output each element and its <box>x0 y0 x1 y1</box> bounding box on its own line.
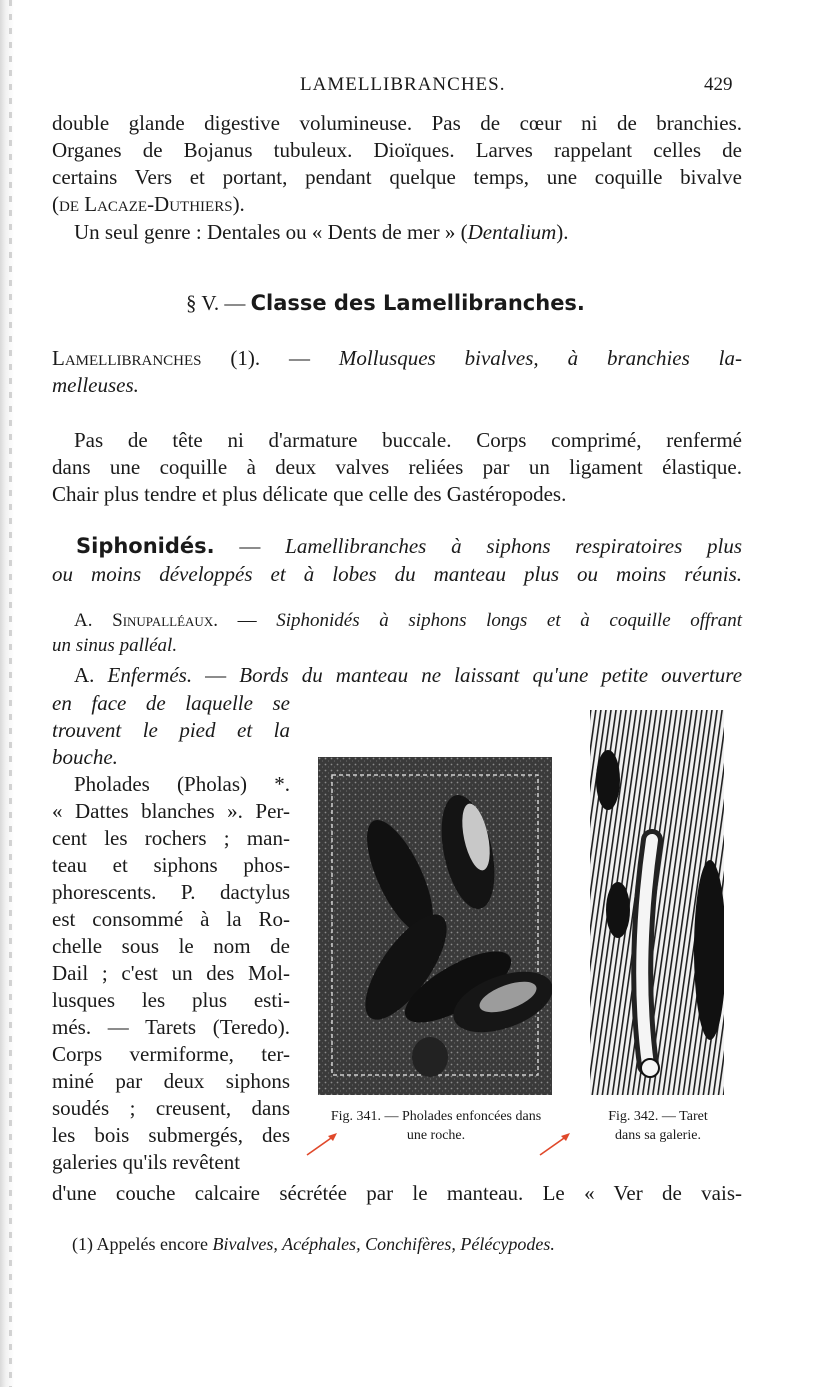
text-line: galeries qu'ils revêtent <box>52 1150 241 1174</box>
text-line: ou moins développés et à lobes du manteau plus ou moins réunis. <box>52 562 742 586</box>
text-line: un sinus palléal. <box>52 635 178 656</box>
section-heading: § V. — Classe des Lamellibranches. <box>186 291 585 315</box>
text-line: lusques les plus esti- <box>52 988 290 1012</box>
annotation-arrow-icon <box>537 1130 573 1158</box>
pholades-engraving <box>318 757 552 1095</box>
text-line: double glande digestive volumineuse. Pas de cœur ni de branchies. <box>52 111 742 135</box>
text-line: « Dattes blanches ». Per- <box>52 799 290 823</box>
spine-binding <box>9 0 12 1387</box>
running-title: LAMELLIBRANCHES. <box>300 74 506 95</box>
text-line: soudés ; creusent, dans <box>52 1096 290 1120</box>
definition-line: Lamellibranches (1). — Mollusques bivalves, à branchies la- <box>52 346 742 370</box>
text-line: d'une couche calcaire sécrétée par le manteau. Le « Ver de vais- <box>52 1181 742 1205</box>
text-line: certains Vers et portant, pendant quelque temps, une coquille bivalve <box>52 165 742 189</box>
text-line: Pas de tête ni d'armature buccale. Corps comprimé, renfermé <box>74 428 742 452</box>
text-line: bouche. <box>52 745 118 769</box>
annotation-arrow-icon <box>304 1130 340 1158</box>
text-line: chelle sous le nom de <box>52 934 290 958</box>
text-line: Pholades (Pholas) *. <box>74 772 290 796</box>
term: Sinupalléaux. <box>112 610 218 631</box>
figure-341-caption-line2: une roche. <box>406 1128 466 1143</box>
term: Lamellibranches <box>52 346 202 370</box>
enfermes-line: A. Enfermés. — Bords du manteau ne laissant qu'une petite ouverture <box>74 663 743 687</box>
text-line: Un seul genre : Dentales ou « Dents de mer » (Dentalium). <box>74 220 569 244</box>
footnote: (1) Appelés encore Bivalves, Acéphales, Conchifères, Pélécypodes. <box>72 1234 555 1254</box>
text-line: Chair plus tendre et plus délicate que celle des Gastéropodes. <box>52 482 567 506</box>
text-line: phorescents. P. dactylus <box>52 880 290 904</box>
figure-341-caption-line1: Fig. 341. — Pholades enfoncées dans <box>330 1109 542 1124</box>
text-line: Corps vermiforme, ter- <box>52 1042 290 1066</box>
text-line: miné par deux siphons <box>52 1069 290 1093</box>
term: Siphonidés. <box>76 534 215 558</box>
figure-342-taret-illustration <box>590 710 724 1095</box>
siphonides-line: Siphonidés. — Lamellibranches à siphons respiratoires plus <box>76 534 743 558</box>
section-title: Classe des Lamellibranches. <box>250 291 585 315</box>
term: Enfermés. <box>107 663 193 687</box>
figure-342-caption-line1: Fig. 342. — Taret <box>608 1109 708 1124</box>
text-line: (de Lacaze-Duthiers). <box>52 192 245 216</box>
page-number: 429 <box>704 74 733 95</box>
text-line: les bois submergés, des <box>52 1123 290 1147</box>
figure-342-caption-line2: dans sa galerie. <box>615 1128 701 1143</box>
taret-engraving <box>590 710 724 1095</box>
text-line: trouvent le pied et la <box>52 718 290 742</box>
definition-line: melleuses. <box>52 373 139 397</box>
sinupalleaux-line: A. Sinupalléaux. — Siphonidés à siphons longs et à coquille offrant <box>74 610 742 631</box>
book-spine-edge <box>0 0 16 1387</box>
text-line: més. — Tarets (Teredo). <box>52 1015 290 1039</box>
text-line: teau et siphons phos- <box>52 853 290 877</box>
footnote-terms: Bivalves, Acéphales, Conchifères, Pélécypodes. <box>212 1234 555 1254</box>
text-line: dans une coquille à deux valves reliées par un ligament élastique. <box>52 455 742 479</box>
genus-name: Dentalium <box>467 220 557 244</box>
text-line: est consommé à la Ro- <box>52 907 290 931</box>
text-line: cent les rochers ; man- <box>52 826 290 850</box>
text-line: Dail ; c'est un des Mol- <box>52 961 290 985</box>
text-line: en face de laquelle se <box>52 691 290 715</box>
figure-341-pholades-illustration <box>318 757 552 1095</box>
author-name: de Lacaze-Duthiers <box>59 192 233 216</box>
text-line: Organes de Bojanus tubuleux. Dioïques. Larves rappelant celles de <box>52 138 742 162</box>
